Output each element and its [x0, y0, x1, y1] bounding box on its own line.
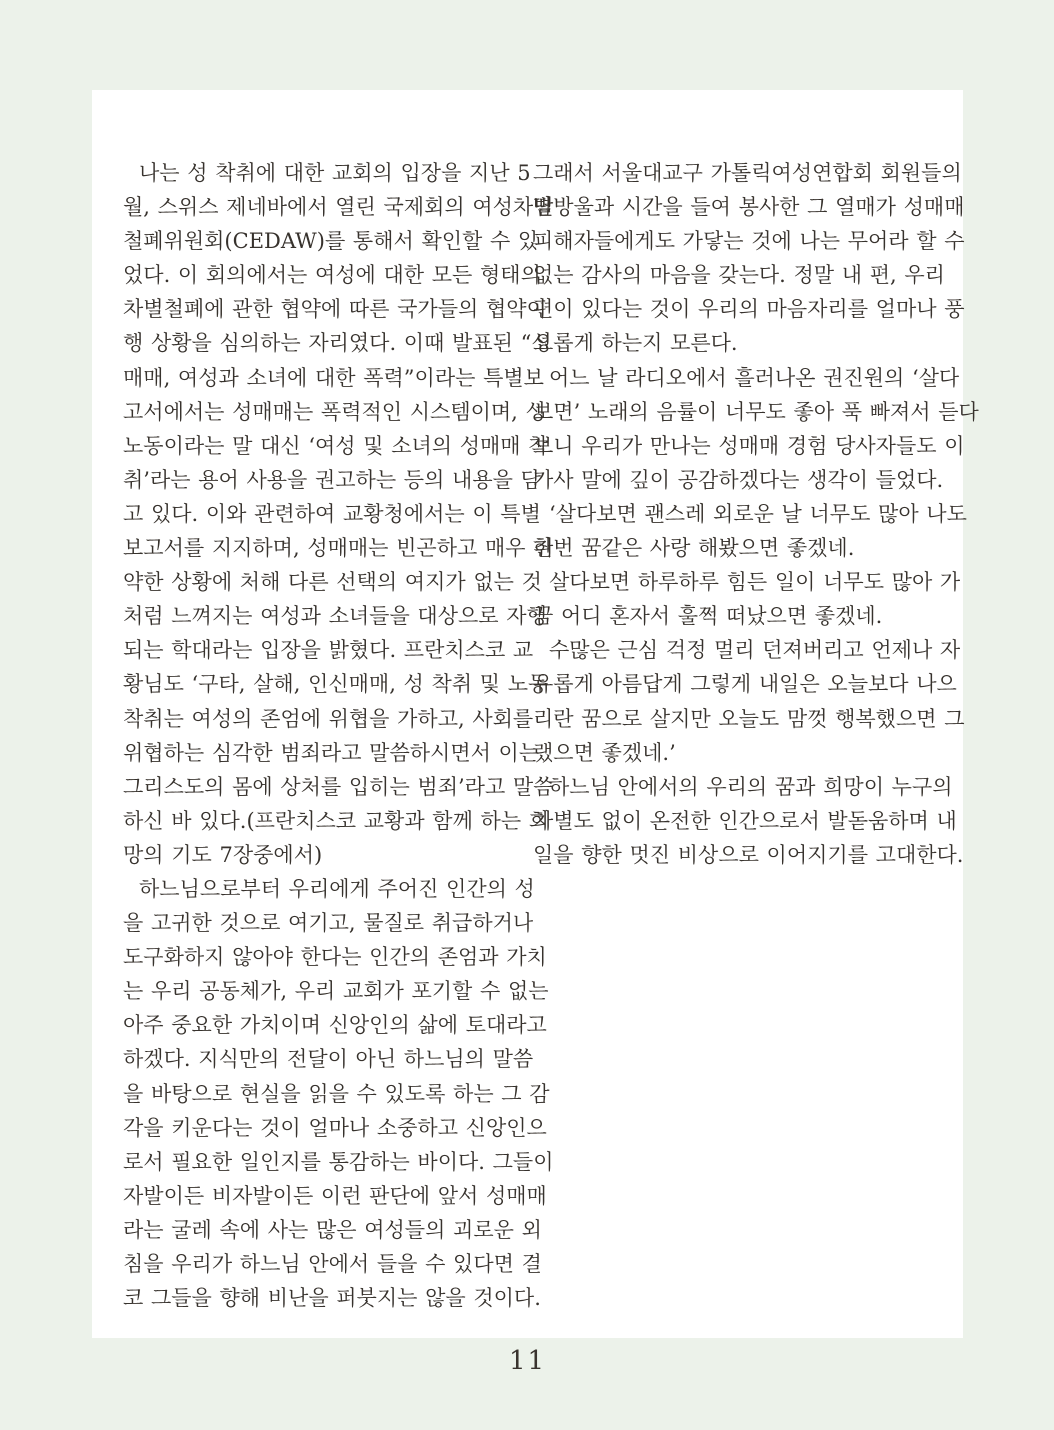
text-line: 매매, 여성과 소녀에 대한 폭력”이라는 특별보 — [123, 365, 544, 390]
text-line: 되는 학대라는 입장을 밝혔다. 프란치스코 교 — [123, 638, 534, 663]
text-line: 랬으면 좋겠네.’ — [533, 740, 676, 765]
text-line: 황님도 ‘구타, 살해, 인신매매, 성 착취 및 노동 — [123, 672, 549, 697]
text-line: 을 고귀한 것으로 여기고, 물질로 취급하거나 — [123, 911, 534, 936]
text-line: 차별철폐에 관한 협약에 따른 국가들의 협약이 — [123, 297, 547, 322]
text-column-left — [123, 156, 554, 1315]
text-line: 편이 있다는 것이 우리의 마음자리를 얼마나 풍 — [533, 297, 965, 322]
text-line: 착취는 여성의 존엄에 위협을 가하고, 사회를 — [123, 706, 534, 731]
text-line: 처럼 느껴지는 여성과 소녀들을 대상으로 자행 — [123, 604, 547, 629]
text-line: 도구화하지 않아야 한다는 인간의 존엄과 가치 — [123, 945, 547, 970]
text-line: 하느님 안에서의 우리의 꿈과 희망이 누구의 — [549, 774, 953, 799]
text-column-right — [533, 156, 979, 872]
text-line: 요롭게 하는지 모른다. — [533, 331, 738, 356]
text-line: 하신 바 있다.(프란치스코 교황과 함께 하는 희 — [123, 808, 550, 833]
text-line: 살다보면 하루하루 힘든 일이 너무도 많아 가 — [549, 570, 961, 595]
text-line: 하느님으로부터 우리에게 주어진 인간의 성 — [139, 876, 535, 901]
document-page — [92, 90, 979, 1338]
text-line: 차별도 없이 온전한 인간으로서 발돋움하며 내 — [533, 808, 957, 833]
text-line: 피해자들에게도 가닿는 것에 나는 무어라 할 수 — [533, 229, 965, 254]
text-line: 망의 기도 7장중에서) — [123, 842, 323, 867]
text-line: 끔 어디 혼자서 훌쩍 떠났으면 좋겠네. — [533, 604, 883, 629]
text-line: 고서에서는 성매매는 폭력적인 시스템이며, 성 — [123, 399, 546, 424]
text-line: 가사 말에 깊이 공감하겠다는 생각이 들었다. — [533, 467, 944, 492]
text-line: 그리스도의 몸에 상처를 입히는 범죄’라고 말씀 — [123, 774, 554, 799]
text-line: 아주 중요한 가치이며 신앙인의 삶에 토대라고 — [123, 1013, 547, 1038]
text-line: 보고서를 지지하며, 성매매는 빈곤하고 매우 취 — [123, 536, 554, 561]
text-line: 철폐위원회(CEDAW)를 통해서 확인할 수 있 — [123, 229, 539, 254]
page-number: 11 — [508, 1346, 547, 1376]
text-line: 자발이든 비자발이든 이런 판단에 앞서 성매매 — [123, 1183, 547, 1208]
text-line: 취’라는 용어 사용을 권고하는 등의 내용을 담 — [123, 467, 541, 492]
text-line: 는 우리 공동체가, 우리 교회가 포기할 수 없는 — [123, 979, 549, 1004]
text-line: 을 바탕으로 현실을 읽을 수 있도록 하는 그 감 — [123, 1081, 550, 1106]
text-line: 었다. 이 회의에서는 여성에 대한 모든 형태의 — [123, 263, 541, 288]
text-line: 로서 필요한 일인지를 통감하는 바이다. 그들이 — [123, 1149, 554, 1174]
text-line: 보면’ 노래의 음률이 너무도 좋아 푹 빠져서 듣다 — [533, 399, 979, 424]
text-line: 침을 우리가 하느님 안에서 들을 수 있다면 결 — [123, 1252, 542, 1276]
text-line: 일을 향한 멋진 비상으로 이어지기를 고대한다. — [533, 842, 964, 867]
text-line: 위협하는 심각한 범죄라고 말씀하시면서 이는 — [123, 740, 540, 765]
text-line: 하겠다. 지식만의 전달이 아닌 하느님의 말씀 — [123, 1047, 534, 1072]
text-line: 그래서 서울대교구 가톨릭여성연합회 회원들의 — [533, 161, 962, 185]
text-line: 코 그들을 향해 비난을 퍼붓지는 않을 것이다. — [123, 1286, 541, 1311]
text-line: 수많은 근심 걱정 멀리 던져버리고 언제나 자 — [549, 638, 961, 663]
text-line: 약한 상황에 처해 다른 선택의 여지가 없는 것 — [123, 570, 542, 595]
text-line: 리란 꿈으로 살지만 오늘도 맘껏 행복했으면 그 — [533, 706, 965, 731]
text-line: 땀방울과 시간을 들여 봉사한 그 열매가 성매매 — [533, 195, 965, 220]
text-line: 노동이라는 말 대신 ‘여성 및 소녀의 성매매 착 — [123, 433, 549, 458]
text-line: 어느 날 라디오에서 흘러나온 권진원의 ‘살다 — [549, 365, 960, 390]
text-line: 각을 키운다는 것이 얼마나 소중하고 신앙인으 — [123, 1115, 547, 1140]
text-line: 나는 성 착취에 대한 교회의 입장을 지난 5 — [139, 161, 531, 185]
text-line: 한번 꿈같은 사랑 해봤으면 좋겠네. — [533, 536, 855, 561]
text-line: 보니 우리가 만나는 성매매 경험 당사자들도 이 — [533, 433, 965, 458]
text-line: ‘살다보면 괜스레 외로운 날 너무도 많아 나도 — [549, 501, 967, 526]
text-line: 유롭게 아름답게 그렇게 내일은 오늘보다 나으 — [533, 672, 957, 697]
text-line: 라는 굴레 속에 사는 많은 여성들의 괴로운 외 — [123, 1217, 542, 1242]
text-line: 없는 감사의 마음을 갖는다. 정말 내 편, 우리 — [533, 263, 945, 288]
text-line: 행 상황을 심의하는 자리였다. 이때 발표된 “성 — [123, 331, 552, 356]
text-line: 월, 스위스 제네바에서 열린 국제회의 여성차별 — [123, 195, 554, 220]
text-line: 고 있다. 이와 관련하여 교황청에서는 이 특별 — [123, 501, 541, 526]
